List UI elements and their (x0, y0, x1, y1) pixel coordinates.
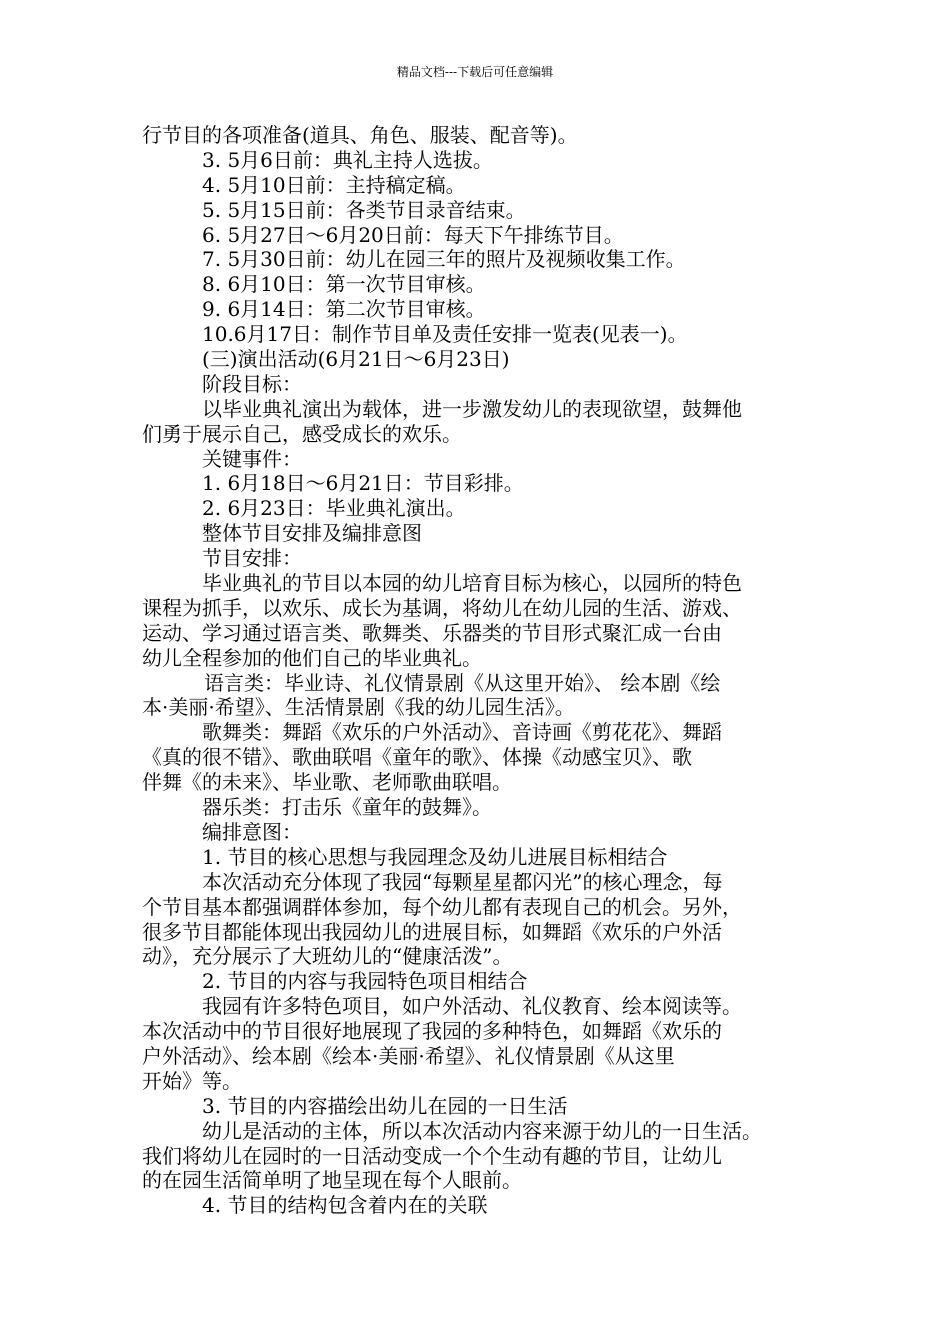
text-line: 伴舞《的未来》、毕业歌、老师歌曲联唱。 (142, 770, 512, 795)
text-line: 户外活动》、绘本剧《绘本·美丽·希望》、礼仪情景剧《从这里 (142, 1043, 675, 1068)
text-line: 本·美丽·希望》、生活情景剧《我的幼儿园生活》。 (142, 695, 575, 720)
text-line: 本次活动中的节目很好地展现了我园的多种特色，如舞蹈《欢乐的 (142, 1019, 722, 1044)
text-line: 10.6月17日：制作节目单及责任安排一览表(见表一)。 (202, 322, 688, 347)
text-line: 整体节目安排及编排意图 (202, 521, 422, 546)
text-line: 2. 节目的内容与我园特色项目相结合 (202, 969, 528, 994)
text-line: 5. 5月15日前：各类节目录音结束。 (202, 197, 526, 222)
text-line: 运动、学习通过语言类、歌舞类、乐器类的节目形式聚汇成一台由 (142, 620, 722, 645)
text-line: 4. 节目的结构包含着内在的关联 (202, 1193, 488, 1218)
text-line: 编排意图： (202, 819, 302, 844)
text-line: 4. 5月10日前：主持稿定稿。 (202, 172, 466, 197)
text-line: 本次活动充分体现了我园“每颗星星都闪光”的核心理念，每 (202, 869, 723, 894)
text-line: 个节目基本都强调群体参加，每个幼儿都有表现自己的机会。另外， (142, 894, 742, 919)
text-line: 很多节目都能体现出我园幼儿的进展目标，如舞蹈《欢乐的户外活 (142, 919, 722, 944)
text-line: 7. 5月30日前：幼儿在园三年的照片及视频收集工作。 (202, 247, 686, 272)
text-line: 阶段目标： (202, 371, 302, 396)
text-line: 我园有许多特色项目，如户外活动、礼仪教育、绘本阅读等。 (202, 994, 742, 1019)
text-line: (三)演出活动(6月21日～6月23日) (202, 347, 510, 372)
text-line: 幼儿是活动的主体，所以本次活动内容来源于幼儿的一日生活。 (202, 1118, 762, 1143)
document-body (142, 123, 814, 1218)
text-line: 歌舞类：舞蹈《欢乐的户外活动》、音诗画《剪花花》、舞蹈 (202, 720, 722, 745)
text-line: 我们将幼儿在园时的一日活动变成一个个生动有趣的节目，让幼儿 (142, 1143, 722, 1168)
text-line: 1. 6月18日～6月21日：节目彩排。 (202, 471, 524, 496)
text-line: 8. 6月10日：第一次节目审核。 (202, 272, 486, 297)
text-line: 节目安排： (202, 546, 302, 571)
text-line: 1. 节目的核心思想与我园理念及幼儿进展目标相结合 (202, 844, 668, 869)
text-line: 6. 5月27日～6月20日前：每天下午排练节目。 (202, 222, 624, 247)
text-line: 开始》等。 (142, 1068, 242, 1093)
text-line: 幼儿全程参加的他们自己的毕业典礼。 (142, 645, 482, 670)
text-line: 以毕业典礼演出为载体，进一步激发幼儿的表现欲望，鼓舞他 (202, 396, 742, 421)
text-line: 毕业典礼的节目以本园的幼儿培育目标为核心，以园所的特色 (202, 571, 742, 596)
page-header: 精品文档---下载后可任意编辑 (396, 65, 554, 79)
text-line: 器乐类：打击乐《童年的鼓舞》。 (202, 795, 492, 820)
text-line: 的在园生活简单明了地呈现在每个人眼前。 (142, 1168, 522, 1193)
text-line: 行节目的各项准备(道具、角色、服装、配音等)。 (142, 123, 578, 147)
text-line: 3. 5月6日前：典礼主持人选拔。 (202, 147, 493, 172)
text-line: 动》，充分展示了大班幼儿的“健康活泼”。 (142, 944, 513, 969)
text-line: 语言类：毕业诗、礼仪情景剧《从这里开始》、 绘本剧《绘 (204, 670, 721, 695)
text-line: 3. 节目的内容描绘出幼儿在园的一日生活 (202, 1093, 568, 1118)
text-line: 课程为抓手，以欢乐、成长为基调，将幼儿在幼儿园的生活、游戏、 (142, 595, 742, 620)
text-line: 们勇于展示自己，感受成长的欢乐。 (142, 421, 462, 446)
text-line: 2. 6月23日：毕业典礼演出。 (202, 496, 466, 521)
text-line: 关键事件： (202, 446, 302, 471)
text-line: 9. 6月14日：第二次节目审核。 (202, 297, 486, 322)
text-line: 《真的很不错》、歌曲联唱《童年的歌》、体操《动感宝贝》、歌 (142, 745, 692, 770)
